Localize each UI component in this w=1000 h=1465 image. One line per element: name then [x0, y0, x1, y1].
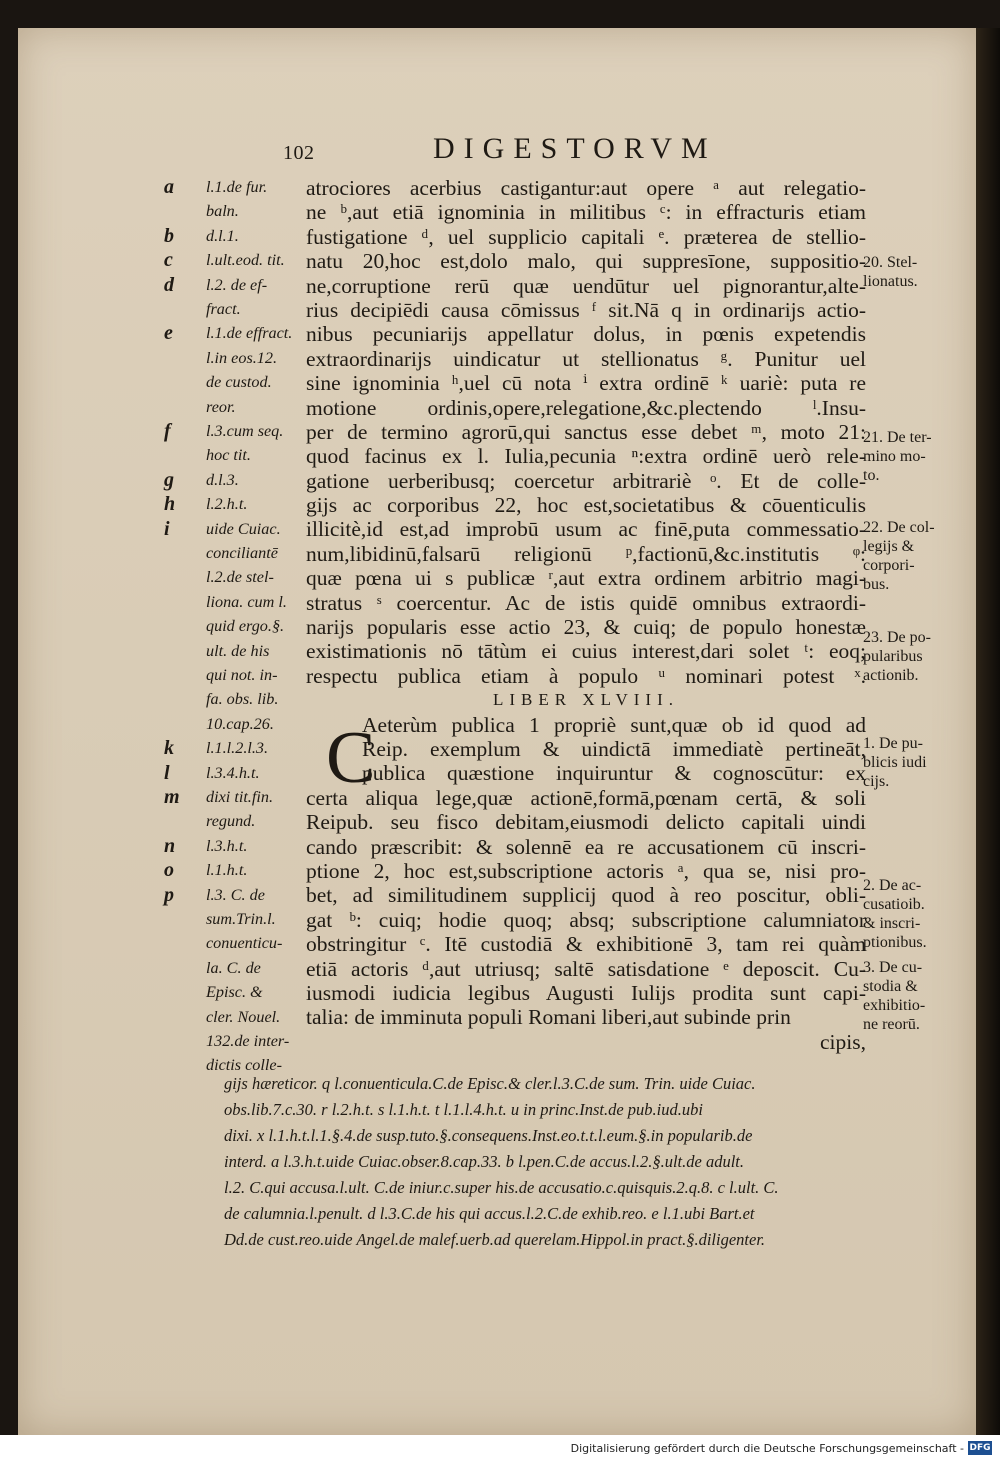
text-line: Reipub. seu fisco debitam,eiusmodi delicto capitali uindi — [306, 810, 866, 835]
text-line: ptione 2, hoc est,subscriptione actoris ᵃ, qua se, nisi pro- — [306, 858, 866, 883]
text-line: num,libidinū,falsarū religionū ᵖ,factionū,&c.institutis ᵠ: — [306, 541, 866, 566]
note-key: k — [164, 737, 174, 760]
note-text: l.1.de fur. — [206, 178, 268, 196]
note-text: liona. cum l. — [206, 592, 287, 611]
note-key: f — [164, 420, 171, 442]
side-note-line: to. — [863, 467, 880, 484]
note-text: fract. — [206, 300, 241, 318]
note-text: l.3.cum seq. — [206, 422, 284, 440]
text-line: sine ignominia ʰ,uel cū nota ⁱ extra ordinē ᵏ uariè: puta re — [306, 371, 866, 396]
side-note-line: blicis iudi — [863, 754, 927, 771]
side-note — [863, 958, 978, 1034]
text-line: iusmodi iudicia legibus Augusti Iulijs prodita sunt capi- — [306, 980, 866, 1005]
note-key: p — [164, 883, 174, 906]
note-text: l.3.4.h.t. — [206, 763, 260, 782]
footnote-line: gijs hæreticor. q l.conuenticula.C.de Episc.& cler.l.3.C.de sum. Trin. uide Cuiac. — [224, 1074, 756, 1093]
side-note-line: 1. De pu- — [863, 735, 923, 752]
side-note — [863, 734, 978, 791]
note-key: b — [164, 224, 174, 247]
note-text: l.3.h.t. — [206, 836, 248, 855]
note-text: reor. — [206, 397, 236, 416]
note-text: Episc. & — [206, 983, 263, 1002]
note-key: g — [164, 468, 174, 491]
text-line: narijs popularis esse actio 23, & cuiq; de populo honestæ — [306, 615, 866, 640]
text-line: rius decipiēdi causa cōmissus ᶠ sit.Nā q in ordinarijs actio- — [306, 297, 866, 322]
folio-number: 102 — [283, 142, 315, 164]
text-line: obstringitur ᶜ. Itē custodiā & exhibitionē 3, tam rei quàm — [306, 932, 866, 957]
side-note — [863, 628, 978, 685]
side-note-line: ne reorū. — [863, 1016, 920, 1033]
page-header — [18, 132, 976, 172]
side-note-line: & inscri- — [863, 915, 921, 932]
side-note-line: pularibus — [863, 648, 923, 665]
note-key: h — [164, 493, 176, 516]
note-text: l.3. C. de — [206, 885, 265, 904]
text-line: gat ᵇ: cuiq; hodie quoq; absq; subscriptione calumniator — [306, 907, 866, 932]
text-line: nibus pecuniarijs appellatur dolus, in pœnis expetendis — [306, 322, 866, 347]
side-note-line: 21. De ter- — [863, 429, 932, 446]
text-line: fustigatione ᵈ, uel supplicio capitali ᵉ. præterea de stellio- — [306, 224, 866, 249]
note-text: d.l.3. — [206, 470, 239, 489]
note-text: uide Cuiac. — [206, 519, 281, 538]
side-note-line: cijs. — [863, 773, 890, 790]
note-key: c — [164, 249, 173, 272]
side-note — [863, 518, 978, 594]
side-note — [863, 253, 978, 291]
text-line: atrociores acerbius castigantur:aut opere ᵃ aut relegatio- — [306, 176, 866, 200]
note-text: dixi tit.fin. — [206, 788, 273, 806]
footnote-line: Dd.de cust.reo.uide Angel.de malef.uerb.ad querelam.Hippol.in pract.§.diligenter. — [224, 1230, 766, 1249]
text-line: existimationis nō tātùm ei cuius interest,dari solet ᵗ: eoq; — [306, 639, 866, 664]
side-note-line: 3. De cu- — [863, 959, 923, 976]
note-key: a — [164, 176, 174, 198]
side-note-line: ptionibus. — [863, 934, 927, 951]
text-line: cipis, — [820, 1029, 866, 1054]
side-note-line: cusatioib. — [863, 896, 925, 913]
text-line: ne ᵇ,aut etiā ignominia in militibus ᶜ: in effracturis etiam — [306, 200, 866, 225]
note-text: fa. obs. lib. — [206, 690, 279, 709]
footnote-line: l.2. C.qui accusa.l.ult. C.de iniur.c.super his.de accusatio.c.quisquis.2.q.8. c l.ult. C. — [224, 1178, 779, 1197]
note-text: la. C. de — [206, 958, 261, 977]
text-line: etiā actoris ᵈ,aut utriusq; saltē satisdatione ᵉ deposcit. Cu- — [306, 956, 866, 981]
drop-cap: C — [326, 717, 376, 799]
note-text: 132.de inter- — [206, 1032, 290, 1050]
note-key: d — [164, 273, 174, 296]
side-note-line: 20. Stel- — [863, 254, 918, 271]
note-text: 10.cap.26. — [206, 714, 274, 733]
book-heading: LIBER XLVIII. — [493, 690, 679, 710]
note-key: l — [164, 761, 170, 784]
side-note-line: actionib. — [863, 667, 919, 684]
text-line: talia: de imminuta populi Romani liberi,aut subinde prin — [306, 1005, 791, 1030]
side-note-line: stodia & — [863, 978, 918, 995]
side-note-line: 2. De ac- — [863, 877, 922, 894]
note-text: d.l.1. — [206, 226, 239, 245]
note-text: qui not. in- — [206, 666, 278, 684]
text-line: quæ pœna ui s publicæ ʳ,aut extra ordinem arbitrio magi- — [306, 566, 866, 591]
side-note-line: bus. — [863, 576, 890, 593]
note-text: l.2. de ef- — [206, 275, 268, 294]
text-line: gijs ac corporibus 22, hoc est,societatibus & cōuenticulis — [306, 493, 866, 518]
main-text — [306, 176, 866, 1054]
side-note-line: mino mo- — [863, 448, 926, 465]
text-line: bet, ad similitudinem supplicij quod à reo poscitur, obli- — [306, 883, 866, 908]
note-text: regund. — [206, 812, 256, 831]
side-note-line: lionatus. — [863, 273, 918, 290]
side-note-line: 23. De po- — [863, 629, 931, 646]
dfg-logo: DFG — [969, 1443, 991, 1453]
note-text: dictis colle- — [206, 1056, 282, 1075]
note-text: quid ergo.§. — [206, 617, 285, 636]
text-line: quod facinus ex l. Iulia,pecunia ⁿ:extra ordinē uerò rele- — [306, 444, 866, 469]
text-line: ne,corruptione rerū quæ uendūtur uel pignorantur,alte- — [306, 273, 866, 298]
side-note — [863, 428, 978, 485]
note-text: l.2.de stel- — [206, 568, 274, 587]
note-text: l.1.h.t. — [206, 861, 248, 880]
note-text: cler. Nouel. — [206, 1007, 281, 1026]
note-key: o — [164, 859, 174, 882]
note-text: l.2.h.t. — [206, 495, 248, 514]
note-key: e — [164, 322, 173, 345]
note-text: l.1.de effract. — [206, 324, 293, 343]
note-text: de custod. — [206, 373, 272, 392]
side-note-line: 22. De col- — [863, 519, 935, 536]
note-text: l.1.l.2.l.3. — [206, 739, 269, 758]
text-line: Aeterùm publica 1 propriè sunt,quæ ob id quod ad — [362, 712, 866, 737]
book-spine-edge — [976, 28, 1000, 1435]
running-title: DIGESTORVM — [433, 132, 717, 165]
note-text: conuenticu- — [206, 934, 283, 953]
note-text: sum.Trin.l. — [206, 910, 276, 928]
note-text: hoc tit. — [206, 446, 251, 465]
text-line: stratus ˢ coercentur. Ac de istis quidē omnibus extraordi- — [306, 590, 866, 615]
footnote-line: interd. a l.3.h.t.uide Cuiac.obser.8.cap.33. b l.pen.C.de accus.l.2.§.ult.de adult. — [224, 1152, 744, 1171]
footnote-line: obs.lib.7.c.30. r l.2.h.t. s l.1.h.t. t l.1.l.4.h.t. u in princ.Inst.de pub.iud.ubi — [224, 1100, 703, 1119]
note-key: n — [164, 834, 176, 857]
text-line: Reip. exemplum & uindictā immediatè pertineāt, — [362, 736, 866, 761]
side-note-line: exhibitio- — [863, 997, 926, 1014]
side-note-line: legijs & — [863, 538, 915, 555]
text-line: respectu publica etiam à populo ᵘ nominari potest ˣ. — [306, 663, 866, 688]
text-line: motione ordinis,opere,relegatione,&c.plectendo ˡ.Insu- — [306, 395, 866, 420]
text-line: natu 20,hoc est,dolo malo, qui suppresīone, suppositio- — [306, 249, 866, 274]
book-page — [18, 28, 976, 1435]
note-text: baln. — [206, 202, 239, 221]
text-line: extraordinarijs uindicatur ut stellionatus ᵍ. Punitur uel — [306, 346, 866, 371]
text-line: certa aliqua lege,quæ actionē,formā,pœnam certā, & soli — [306, 785, 866, 810]
note-text: conciliantē — [206, 544, 278, 562]
text-line: cando præscribit: & solennē ea re accusationem cū inscri- — [306, 834, 866, 859]
note-text: ult. de his — [206, 641, 270, 660]
text-line: gatione uerberibusq; coercetur arbitrariè ᵒ. Et de colle- — [306, 468, 866, 493]
note-key: i — [164, 517, 170, 540]
text-line: illicitè,id est,ad improbū usum ac finē,puta commessatio- — [306, 517, 866, 542]
note-key: m — [164, 786, 180, 808]
note-text: l.ult.eod. tit. — [206, 251, 285, 270]
footnote-line: de calumnia.l.penult. d l.3.C.de his qui accus.l.2.C.de exhib.reo. e l.1.ubi Bart.et — [224, 1204, 755, 1223]
footnotes — [224, 1071, 874, 1253]
side-note-line: corpori- — [863, 557, 915, 574]
funding-credit-text: Digitalisierung gefördert durch die Deutsche Forschungsgemeinschaft - — [570, 1441, 964, 1455]
funding-credit — [571, 1441, 992, 1455]
side-note — [863, 876, 978, 952]
note-text: l.in eos.12. — [206, 348, 278, 367]
text-line: per de termino agrorū,qui sanctus esse debet ᵐ, moto 21: — [306, 419, 866, 444]
text-line: publica quæstione inquiruntur & cognoscūtur: ex — [362, 761, 866, 786]
footnote-line: dixi. x l.1.h.t.l.1.§.4.de susp.tuto.§.consequens.Inst.eo.t.t.l.eum.§.in popularib.de — [224, 1126, 753, 1145]
